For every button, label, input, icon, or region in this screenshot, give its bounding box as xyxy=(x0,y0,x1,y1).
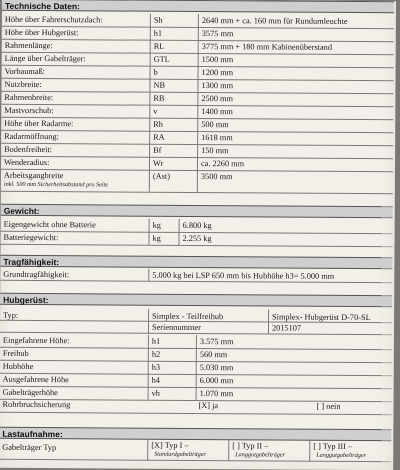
section-header-load: Lastaufnahme: xyxy=(0,427,391,441)
column-line xyxy=(179,219,180,245)
tech-row-value: 3575 mm xyxy=(201,29,234,39)
tech-row-label: Nutzbreite: xyxy=(4,79,42,90)
column-line xyxy=(228,440,229,461)
mast-row-symbol: h1 xyxy=(151,336,161,346)
mast-row-value: 6.000 mm xyxy=(199,376,234,386)
column-line xyxy=(268,309,269,334)
fork-carrier-type-1[interactable]: [X] Typ I – xyxy=(151,440,189,450)
tech-row-symbol: Wr xyxy=(152,158,164,168)
column-line xyxy=(148,309,149,334)
column-line xyxy=(197,14,199,192)
tech-row-label: Bodenfreiheit: xyxy=(4,144,53,155)
column-line xyxy=(196,335,197,400)
serial-number-value: 2015107 xyxy=(271,323,302,333)
mast-row-symbol: h4 xyxy=(151,375,161,385)
tech-row-label: Rahmenlänge: xyxy=(4,40,53,51)
mast-row-label: Freihub xyxy=(2,348,29,358)
section-header-capacity: Tragfähigkeit: xyxy=(0,255,392,269)
tech-row-symbol: RA xyxy=(153,132,165,142)
tech-row-symbol: h1 xyxy=(153,28,163,38)
column-line xyxy=(309,441,310,462)
pipe-break-label: Rohrbruchsicherung xyxy=(2,399,71,410)
fork-carrier-type-label: Gabelträger Typ xyxy=(2,442,57,453)
column-line xyxy=(149,219,150,245)
tech-row-label: Länge über Gabelträger: xyxy=(4,53,86,64)
weight-row-unit: kg xyxy=(152,233,161,243)
tech-row-value: 3775 mm + 180 mm Kabinenüberstand xyxy=(201,42,333,52)
mast-row-value: 5.030 mm xyxy=(199,363,234,373)
tech-row-symbol: Bf xyxy=(153,145,162,155)
mast-type-option-2: Simplex- Hubgerüst D-70-SL xyxy=(272,312,371,323)
tech-row-value: 1500 mm xyxy=(201,55,234,65)
section-header-mast: Hubgerüst: xyxy=(0,293,392,307)
mast-row-value: 1.070 mm xyxy=(199,389,234,399)
section-header-weight: Gewicht: xyxy=(1,204,393,218)
tech-row-label: Radarmöffnung: xyxy=(4,131,59,142)
tech-row-label: Arbeitsgangbreite xyxy=(3,170,64,181)
mast-row-symbol: h3 xyxy=(151,362,161,372)
tech-row-value: 1200 mm xyxy=(201,68,234,78)
tech-row-value: 1300 mm xyxy=(201,81,234,91)
row-line xyxy=(0,412,391,415)
pipe-break-no[interactable]: [ ] nein xyxy=(316,401,341,411)
fork-carrier-type-1-sub: Standardgabelträger xyxy=(154,450,206,459)
tech-row-label: Höhe über Radarme: xyxy=(4,118,74,129)
tech-row-label: Mastvorschub: xyxy=(4,105,54,116)
tech-row-value: 2640 mm + ca. 160 mm für Rundumleuchte xyxy=(201,16,348,26)
tech-row-symbol: Sh xyxy=(153,15,163,25)
tech-row-symbol: b xyxy=(153,67,158,77)
tech-row-symbol: (Ast) xyxy=(152,171,171,181)
serial-number-label: Seriennummer xyxy=(151,322,201,333)
tech-row-value: 150 mm xyxy=(201,146,229,156)
tech-row-label: Höhe über Fahrerschutzdach: xyxy=(4,14,103,25)
pipe-break-yes[interactable]: [X] ja xyxy=(198,401,219,411)
mast-row-label: Eingefahrene Höhe: xyxy=(2,335,70,346)
tech-row-label: Wenderadius: xyxy=(3,157,50,168)
tech-row-symbol: NB xyxy=(153,80,166,90)
tech-row-note: inkl. 500 mm Sicherheitsabstand pro Seite xyxy=(3,180,109,189)
tech-row-value: ca. 2260 mm xyxy=(200,159,245,169)
tech-row-symbol: RL xyxy=(153,41,165,51)
tech-row-symbol: Rh xyxy=(153,119,163,129)
weight-row-unit: kg xyxy=(152,220,161,230)
mast-type-option-1: Simplex - Teilfreihub xyxy=(152,311,224,322)
tech-row-symbol: RB xyxy=(153,93,165,103)
row-line xyxy=(1,244,393,247)
row-line xyxy=(0,459,391,462)
column-line xyxy=(148,269,149,282)
tech-row-value: 2500 mm xyxy=(201,94,234,104)
weight-row-label: Batteriegewicht: xyxy=(3,232,59,243)
tech-row-label: Vorbaumaß: xyxy=(4,66,45,77)
weight-row-value: 2.255 kg xyxy=(182,233,212,244)
capacity-value: 5.000 kg bei LSP 650 mm bis Hubhöhe h3= 5.000 mm xyxy=(152,270,335,281)
tech-row-label: Rahmenbreite: xyxy=(4,92,54,103)
mast-row-label: Gabelträgerhöhe xyxy=(2,387,58,398)
weight-row-label: Eigengewicht ohne Batterie xyxy=(3,219,96,230)
tech-row-label: Höhe über Hubgerüst: xyxy=(4,27,79,38)
tech-row-value: 3500 mm xyxy=(200,172,233,182)
tech-row-symbol: v xyxy=(153,106,158,116)
capacity-label: Grundtragfähigkeit: xyxy=(3,269,70,280)
tech-row-value: 1618 mm xyxy=(201,133,233,143)
section-header-tech: Technische Daten: xyxy=(2,0,394,13)
tech-row-symbol: GTL xyxy=(153,54,170,64)
column-line xyxy=(147,440,148,461)
fork-carrier-type-3-sub: Langgutgabelträger xyxy=(316,451,367,460)
weight-row-value: 6.800 kg xyxy=(182,220,212,231)
mast-row-symbol: vh xyxy=(151,388,160,398)
fork-carrier-type-2-sub: Langgutgabelträger xyxy=(235,451,286,459)
mast-row-label: Ausgefahrene Höhe xyxy=(2,374,69,385)
mast-type-label: Typ: xyxy=(3,310,19,320)
mast-row-symbol: h2 xyxy=(151,349,161,359)
tech-row-value: 500 mm xyxy=(201,120,229,130)
mast-row-value: 560 mm xyxy=(199,350,228,360)
tech-row-value: 1400 mm xyxy=(201,107,233,117)
mast-row-value: 3.575 mm xyxy=(199,337,234,347)
fork-carrier-type-2[interactable]: [ ] Typ II – xyxy=(232,441,269,451)
column-line xyxy=(148,335,149,400)
column-line xyxy=(149,14,151,192)
fork-carrier-type-3[interactable]: [ ] Typ III – xyxy=(313,441,353,451)
mast-row-label: Hubhöhe xyxy=(2,361,34,371)
